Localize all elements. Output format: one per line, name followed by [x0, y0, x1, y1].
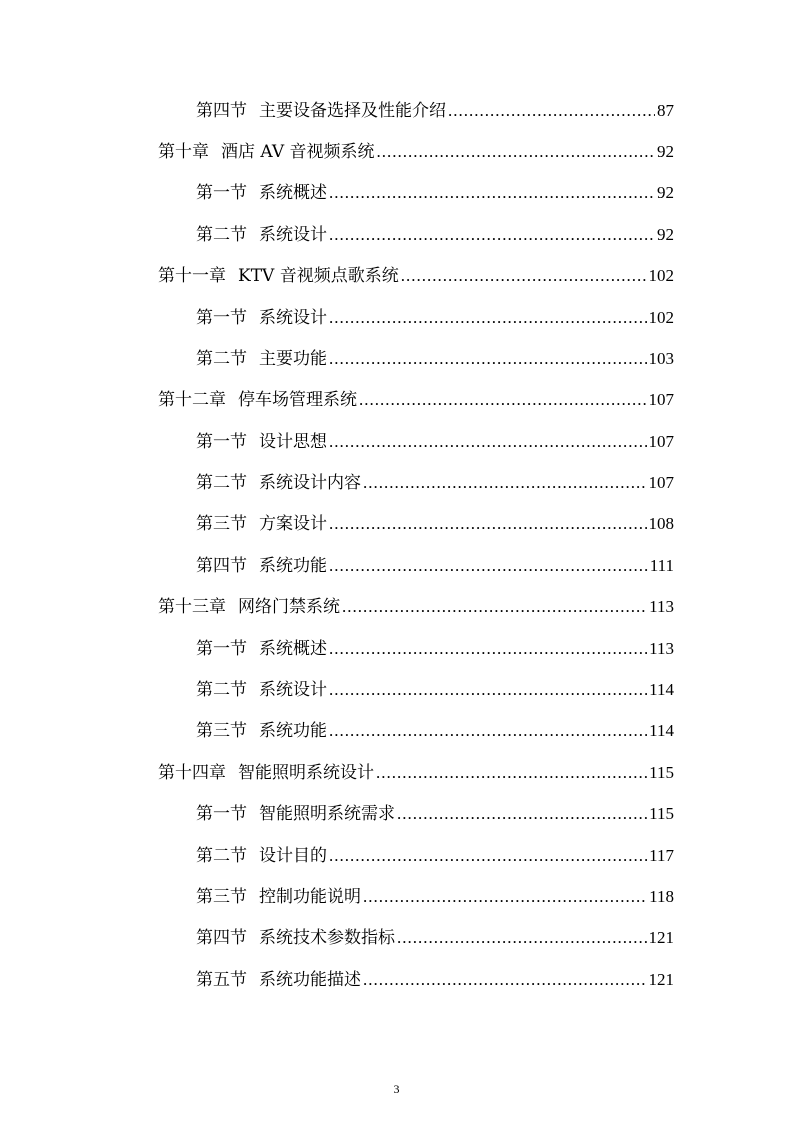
toc-entry-title: 系统设计: [259, 225, 327, 245]
toc-entry-number: 第五节: [196, 970, 247, 990]
toc-entry[interactable]: [196, 221, 674, 245]
toc-entry-number: 第十四章: [158, 763, 226, 783]
toc-entry-page: 103: [648, 349, 674, 368]
toc-entry-page: 113: [649, 639, 674, 658]
dot-leader: [448, 101, 655, 121]
toc-entry-page: 114: [649, 680, 674, 699]
toc-entry-page: 107: [648, 432, 674, 451]
toc-entry-number: 第一节: [196, 432, 247, 452]
toc-entry-number: 第一节: [196, 308, 247, 328]
toc-entry-number: 第一节: [196, 183, 247, 203]
dot-leader: [329, 639, 647, 659]
toc-entry-page: 115: [649, 763, 674, 782]
toc-entry[interactable]: [158, 759, 674, 783]
dot-leader: [397, 928, 647, 948]
toc-entry-page: 111: [649, 556, 674, 575]
dot-leader: [329, 349, 647, 369]
toc-entry-title: 系统功能: [259, 556, 327, 576]
toc-entry-page: 92: [657, 142, 674, 161]
page-footer-number: 3: [393, 1082, 400, 1096]
dot-leader: [329, 721, 647, 741]
toc-entry-number: 第二节: [196, 225, 247, 245]
toc-entry-page: 113: [649, 597, 674, 616]
toc-entry-title: 智能照明系统设计: [238, 763, 374, 783]
toc-entry[interactable]: [158, 593, 674, 617]
toc-entry[interactable]: [196, 800, 674, 824]
toc-entry-title: 系统设计: [259, 680, 327, 700]
toc-entry[interactable]: [196, 510, 674, 534]
toc-entry[interactable]: [196, 179, 674, 203]
toc-entry-title: 智能照明系统需求: [259, 804, 395, 824]
toc-entry-title: 系统功能描述: [259, 970, 361, 990]
dot-leader: [329, 846, 647, 866]
toc-entry-number: 第十三章: [158, 597, 226, 617]
dot-leader: [363, 473, 647, 493]
dot-leader: [359, 390, 647, 410]
toc-entry[interactable]: [196, 966, 674, 990]
dot-leader: [329, 308, 647, 328]
toc-entry-title: 网络门禁系统: [238, 597, 340, 617]
toc-entry-title: 系统功能: [259, 721, 327, 741]
toc-entry-page: 102: [648, 308, 674, 327]
dot-leader: [329, 680, 647, 700]
toc-entry-page: 117: [649, 846, 674, 865]
toc-entry-title: 设计目的: [259, 846, 327, 866]
dot-leader: [377, 142, 655, 162]
toc-entry-page: 92: [657, 183, 674, 202]
toc-entry-number: 第一节: [196, 804, 247, 824]
dot-leader: [397, 804, 647, 824]
toc-entry-number: 第三节: [196, 887, 247, 907]
toc-entry[interactable]: [196, 552, 674, 576]
dot-leader: [363, 887, 647, 907]
dot-leader: [363, 970, 647, 990]
toc-entry-title: 系统设计: [259, 308, 327, 328]
toc-entry-page: 114: [649, 721, 674, 740]
dot-leader: [329, 556, 648, 576]
toc-entry-title: 系统概述: [259, 183, 327, 203]
toc-entry-title: 酒店 AV 音视频系统: [221, 142, 375, 162]
dot-leader: [342, 597, 647, 617]
toc-entry-number: 第四节: [196, 101, 247, 121]
toc-entry-title: KTV 音视频点歌系统: [238, 266, 399, 286]
toc-entry-number: 第二节: [196, 349, 247, 369]
toc-entry[interactable]: [196, 97, 674, 121]
toc-entry-page: 108: [648, 514, 674, 533]
toc-entry-title: 主要功能: [259, 349, 327, 369]
toc-entry-page: 92: [657, 225, 674, 244]
toc-entry-number: 第四节: [196, 556, 247, 576]
toc-entry-page: 102: [648, 266, 674, 285]
toc-entry[interactable]: [196, 717, 674, 741]
toc-entry[interactable]: [196, 469, 674, 493]
toc-entry[interactable]: [196, 428, 674, 452]
toc-entry-title: 系统技术参数指标: [259, 928, 395, 948]
toc-entry-page: 121: [648, 928, 674, 947]
toc-entry-page: 121: [648, 970, 674, 989]
toc-entry[interactable]: [158, 386, 674, 410]
toc-entry-title: 停车场管理系统: [238, 390, 357, 410]
toc-entry[interactable]: [158, 138, 674, 162]
toc-entry[interactable]: [196, 883, 674, 907]
toc-entry[interactable]: [158, 262, 674, 286]
toc-entry-page: 107: [648, 473, 674, 492]
toc-entry-page: 118: [649, 887, 674, 906]
toc-entry[interactable]: [196, 635, 674, 659]
toc-entry-number: 第二节: [196, 473, 247, 493]
toc-entry-number: 第一节: [196, 639, 247, 659]
dot-leader: [329, 183, 655, 203]
toc-entry-number: 第四节: [196, 928, 247, 948]
toc-entry-number: 第三节: [196, 721, 247, 741]
toc-entry-number: 第三节: [196, 514, 247, 534]
toc-entry-title: 主要设备选择及性能介绍: [259, 101, 446, 121]
toc-entry-number: 第十一章: [158, 266, 226, 286]
toc-entry-title: 方案设计: [259, 514, 327, 534]
toc-entry-number: 第二节: [196, 846, 247, 866]
toc-entry-page: 115: [649, 804, 674, 823]
dot-leader: [376, 763, 647, 783]
toc-entry-title: 设计思想: [259, 432, 327, 452]
toc-entry-title: 系统设计内容: [259, 473, 361, 493]
dot-leader: [329, 432, 647, 452]
dot-leader: [329, 514, 647, 534]
toc-entry-page: 87: [657, 101, 674, 120]
toc-entry-number: 第十章: [158, 142, 209, 162]
toc-entry-number: 第十二章: [158, 390, 226, 410]
toc-entry[interactable]: [196, 924, 674, 948]
toc-entry[interactable]: [196, 304, 674, 328]
dot-leader: [329, 225, 655, 245]
dot-leader: [401, 266, 647, 286]
toc-entry[interactable]: [196, 676, 674, 700]
toc-entry-title: 控制功能说明: [259, 887, 361, 907]
toc-entry-page: 107: [648, 390, 674, 409]
toc-entry-number: 第二节: [196, 680, 247, 700]
toc-entry[interactable]: [196, 345, 674, 369]
toc-entry[interactable]: [196, 842, 674, 866]
toc-entry-title: 系统概述: [259, 639, 327, 659]
